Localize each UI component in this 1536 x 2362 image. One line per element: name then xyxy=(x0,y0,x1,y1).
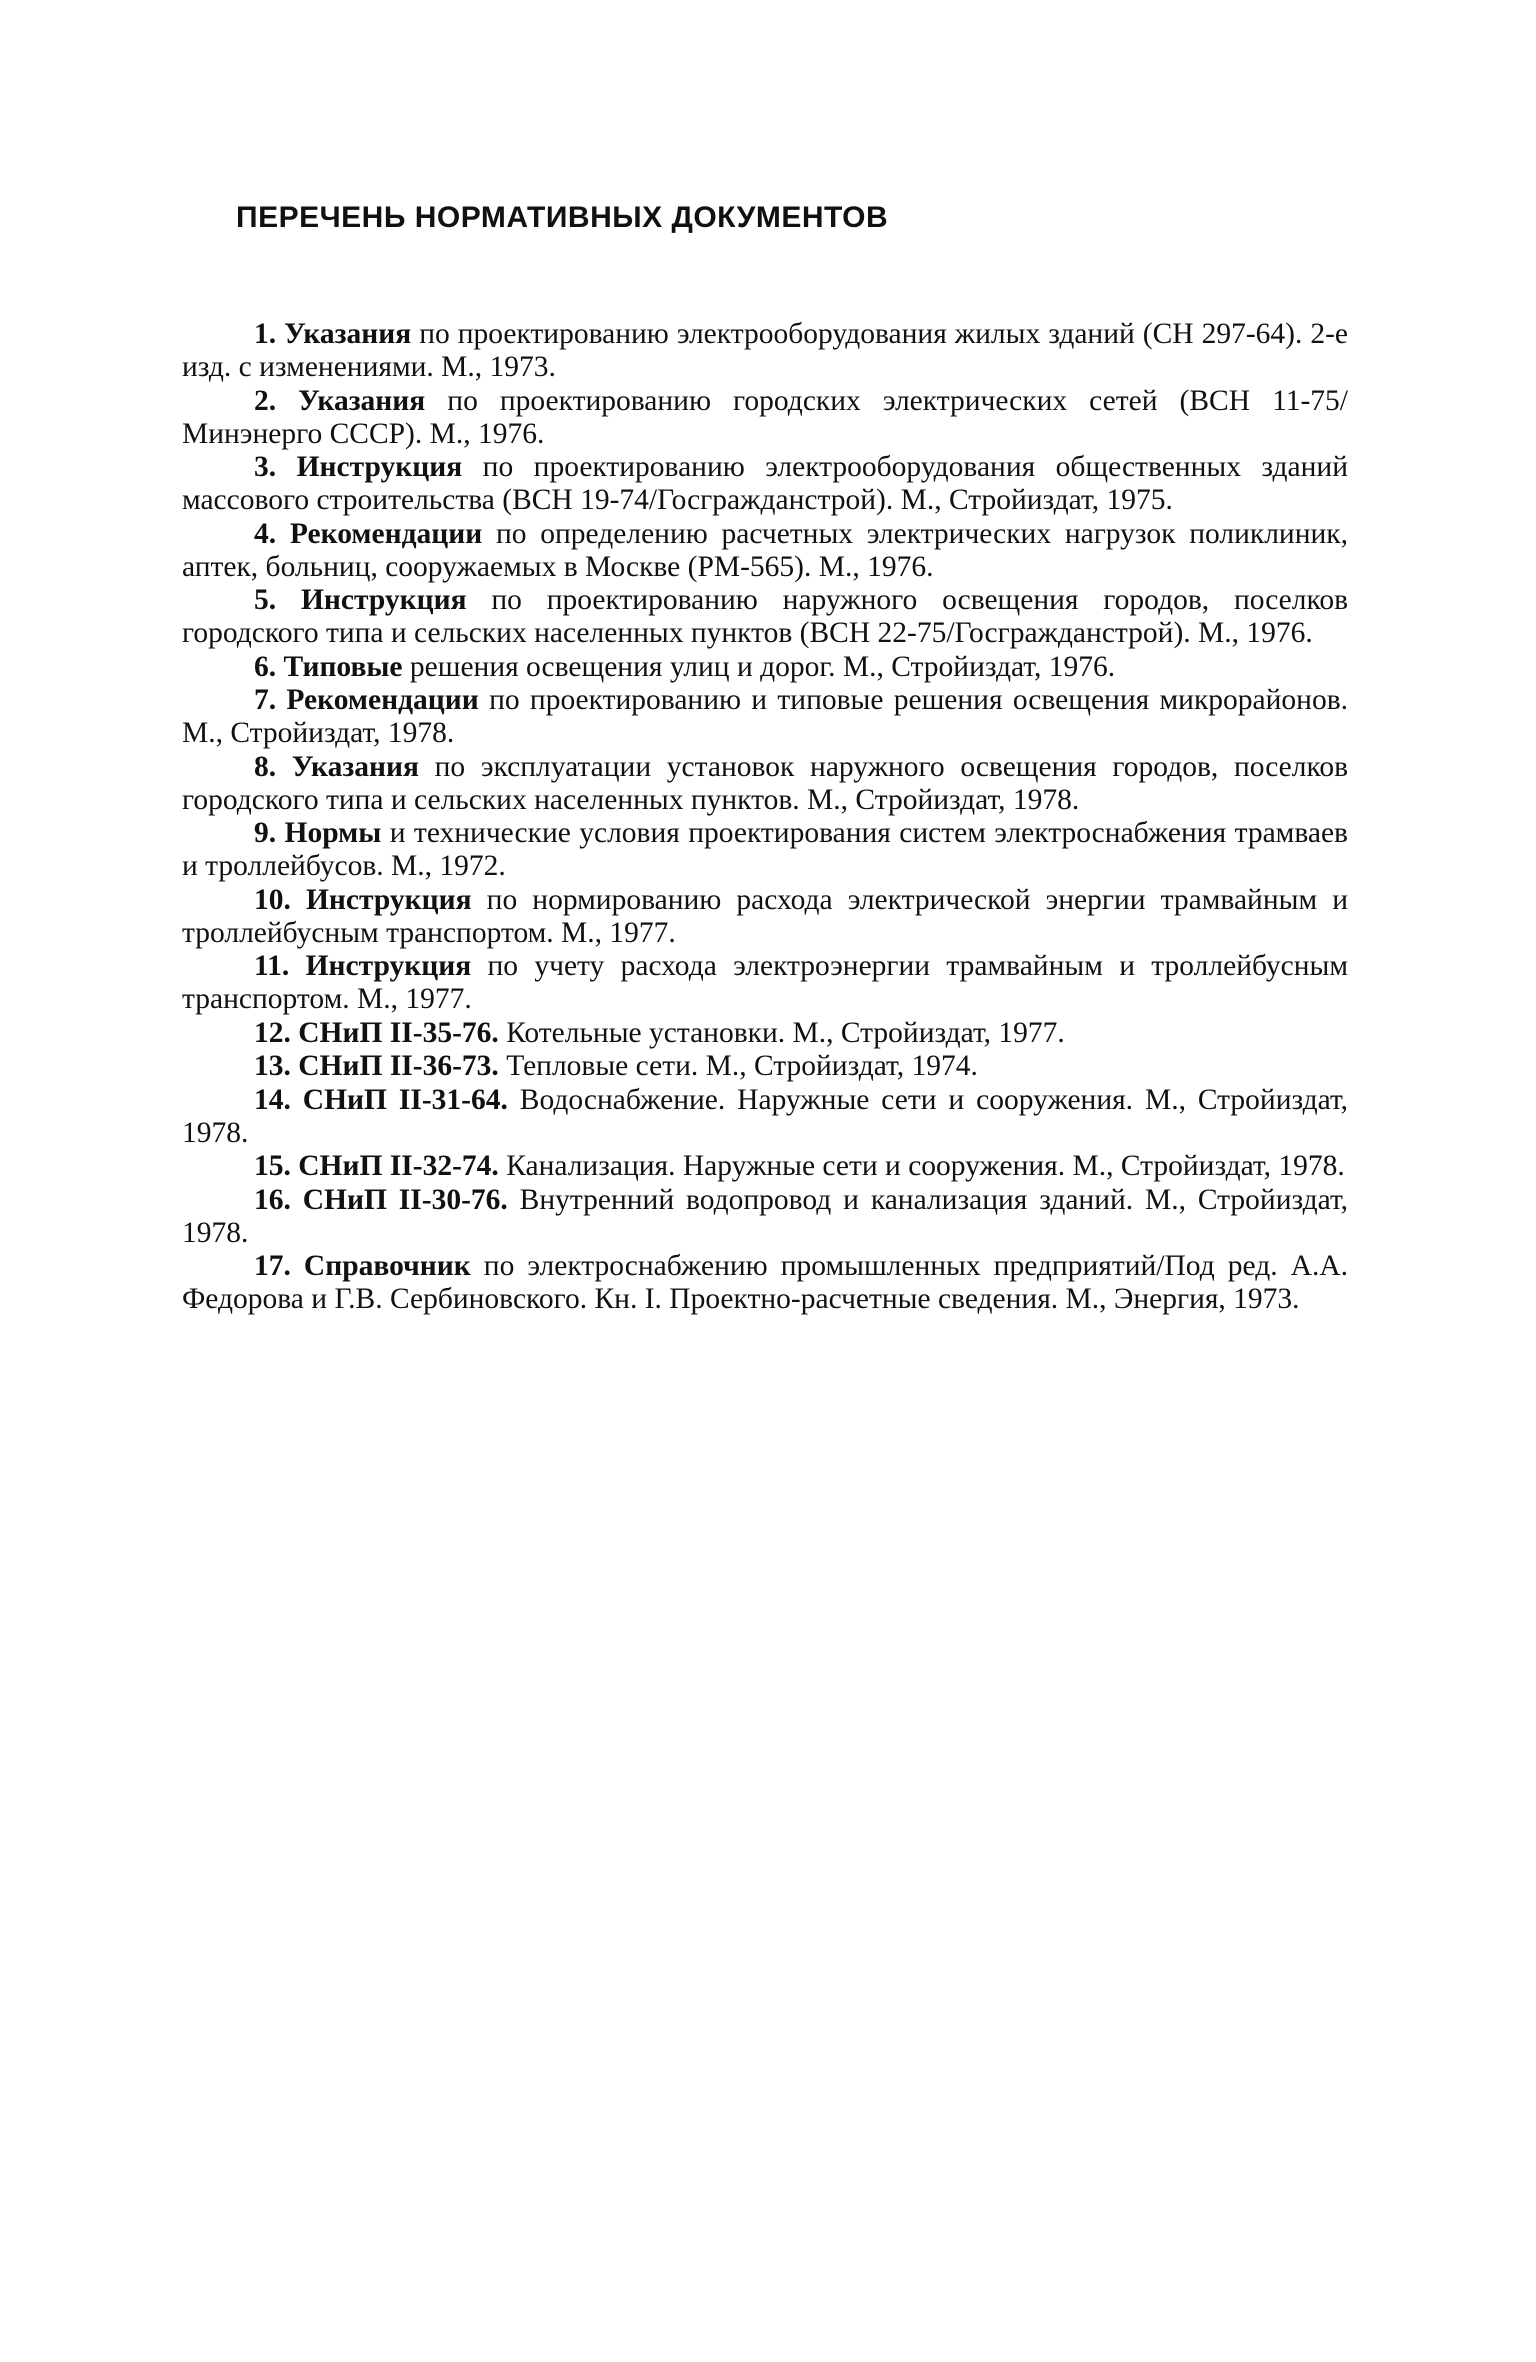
reference-text: Котельные установки. М., Стройиздат, 1977. xyxy=(498,1016,1065,1049)
reference-item xyxy=(182,318,1348,384)
reference-item xyxy=(182,950,1348,1016)
reference-item xyxy=(182,884,1348,950)
reference-item xyxy=(182,817,1348,883)
reference-lead: 12. СНиП II-35-76. xyxy=(254,1016,499,1049)
reference-lead: 9. Нормы xyxy=(254,817,382,849)
reference-text: Водоснабжение. Наружные сети и сооружения. М., Стройиздат, 1978. xyxy=(182,1083,1348,1149)
reference-lead: 8. Указания xyxy=(254,750,419,783)
reference-item xyxy=(182,385,1348,451)
reference-text: по электроснабжению промышленных предприятий/Под ред. А.А. Федорова и Г.В. Сербиновского. Кн. I. Проектно-расчетные сведения. М., Энергия, 1973. xyxy=(182,1250,1348,1315)
reference-item xyxy=(182,1184,1348,1250)
reference-text: по проектированию электрооборудования жилых зданий (СН 297-64). 2-е изд. с изменениями. М., 1973. xyxy=(182,318,1349,383)
reference-item xyxy=(182,1050,1348,1083)
reference-item xyxy=(182,651,1348,684)
reference-item xyxy=(182,751,1348,817)
reference-text: по проектированию электрооборудования общественных зданий массового строительства (ВСН 19-74/Госгражданстрой). М., Стройиздат, 1975. xyxy=(182,451,1348,516)
reference-item xyxy=(182,1150,1348,1183)
reference-item xyxy=(182,451,1348,517)
reference-lead: 4. Рекомендации xyxy=(254,517,483,550)
reference-list xyxy=(182,318,1348,1317)
reference-lead: 1. Указания xyxy=(254,318,412,350)
reference-item xyxy=(182,684,1348,750)
reference-item xyxy=(182,584,1348,650)
page-title: ПЕРЕЧЕНЬ НОРМАТИВНЫХ ДОКУМЕНТОВ xyxy=(236,201,889,234)
reference-lead: 16. СНиП II-30-76. xyxy=(254,1183,508,1216)
reference-text: по проектированию наружного освещения городов, поселков городского типа и сельских населенных пунктов (ВСН 22-75/Госгражданстрой). М., 1976. xyxy=(182,584,1349,649)
reference-text: Канализация. Наружные сети и сооружения. М., Стройиздат, 1978. xyxy=(498,1150,1345,1182)
reference-item xyxy=(182,1084,1348,1150)
reference-lead: 11. Инструкция xyxy=(254,950,472,982)
reference-text: по проектированию и типовые решения освещения микрорайонов. М., Стройиздат, 1978. xyxy=(182,684,1348,749)
reference-text: по эксплуатации установок наружного освещения городов, поселков городского типа и сельских населенных пунктов. М., Стройиздат, 1978. xyxy=(182,750,1349,816)
reference-text: и технические условия проектирования систем электроснабжения трамваев и троллейбусов. М., 1972. xyxy=(182,817,1348,882)
reference-item xyxy=(182,1017,1348,1050)
reference-item xyxy=(182,518,1348,584)
reference-text: по проектированию городских электрических сетей (ВСН 11-75/Минэнерго СССР). М., 1976. xyxy=(182,384,1348,450)
reference-lead: 7. Рекомендации xyxy=(254,684,479,716)
reference-lead: 3. Инструкция xyxy=(254,451,463,483)
reference-text: решения освещения улиц и дорог. М., Стройиздат, 1976. xyxy=(402,650,1116,683)
reference-lead: 17. Справочник xyxy=(254,1250,471,1282)
reference-text: по нормированию расхода электрической энергии трамвайным и троллейбусным транспортом. М., 1977. xyxy=(182,883,1348,949)
reference-lead: 10. Инструкция xyxy=(254,883,472,916)
reference-lead: 6. Типовые xyxy=(254,650,403,683)
reference-lead: 13. СНиП II-36-73. xyxy=(254,1050,499,1082)
reference-lead: 5. Инструкция xyxy=(254,584,467,616)
reference-text: по учету расхода электроэнергии трамвайным и троллейбусным транспортом. М., 1977. xyxy=(182,950,1348,1015)
reference-lead: 14. СНиП II-31-64. xyxy=(254,1083,508,1116)
reference-text: по определению расчетных электрических нагрузок поликлиник, аптек, больниц, сооружаемых в Москве (РМ-565). М., 1976. xyxy=(182,517,1348,583)
reference-lead: 2. Указания xyxy=(254,384,426,417)
reference-text: Тепловые сети. М., Стройиздат, 1974. xyxy=(498,1050,978,1082)
reference-item xyxy=(182,1250,1348,1316)
reference-lead: 15. СНиП II-32-74. xyxy=(254,1150,499,1182)
reference-text: Внутренний водопровод и канализация зданий. М., Стройиздат, 1978. xyxy=(182,1183,1348,1249)
